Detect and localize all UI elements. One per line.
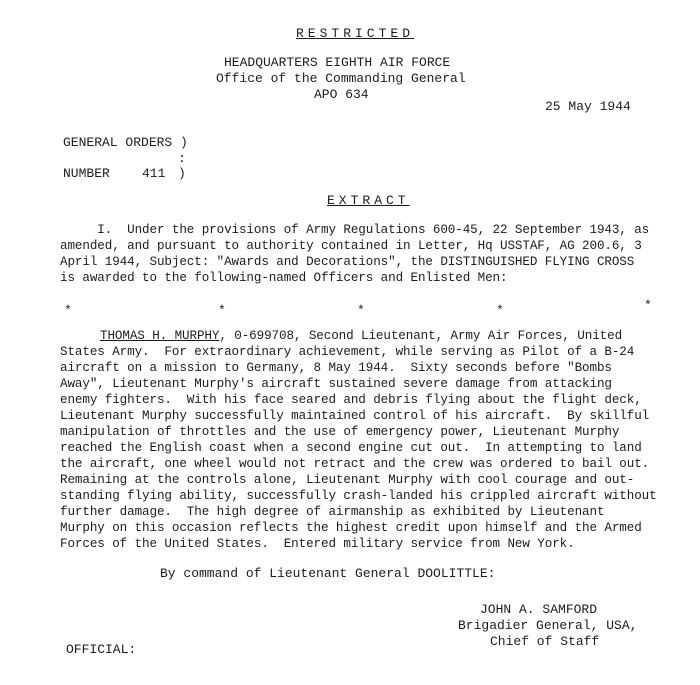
section-i-line: amended, and pursuant to authority contained in Letter, Hq USSTAF, AG 200.6, 3 [60, 239, 642, 253]
separator-star: * [64, 303, 72, 318]
citation-line: Away", Lieutenant Murphy's aircraft sustained severe damage from attacking [60, 377, 612, 391]
separator-star: * [496, 303, 504, 318]
apo-heading: APO 634 [314, 87, 369, 102]
classification-heading: RESTRICTED [296, 26, 415, 41]
number-label: NUMBER [63, 166, 110, 181]
citation-line: reached the English coast when a second engine cut out. In attempting to land [60, 441, 642, 455]
order-date: 25 May 1944 [545, 99, 631, 114]
number-value: 411 [142, 166, 166, 181]
citation-line: standing flying ability, successfully crash-landed his crippled aircraft without [60, 489, 657, 503]
citation-line: Remaining at the controls alone, Lieutenant Murphy with cool courage and out- [60, 473, 635, 487]
citation-line: Murphy on this occasion reflects the highest credit upon himself and the Armed [60, 521, 642, 535]
separator-star: * [218, 303, 226, 318]
office-heading: Office of the Commanding General [216, 71, 466, 86]
citation-line: , 0-699708, Second Lieutenant, Army Air Forces, United [219, 329, 623, 343]
citation-first-line [100, 329, 622, 343]
citation-line: further damage. The high degree of airmanship as exhibited by Lieutenant [60, 505, 605, 519]
number-paren: ) [178, 166, 186, 181]
separator-star: * [644, 298, 652, 313]
signature-rank: Brigadier General, USA, [458, 618, 638, 633]
citation-line: Forces of the United States. Entered military service from New York. [60, 537, 575, 551]
hq-heading: HEADQUARTERS EIGHTH AIR FORCE [224, 55, 451, 70]
section-i-line: April 1944, Subject: "Awards and Decorations", the DISTINGUISHED FLYING CROSS [60, 255, 635, 269]
signature-name: JOHN A. SAMFORD [480, 602, 598, 617]
command-line: By command of Lieutenant General DOOLITTLE: [160, 566, 496, 581]
citation-line: Lieutenant Murphy successfully maintained control of his aircraft. By skillful [60, 409, 650, 423]
general-orders-label: GENERAL ORDERS ) [63, 135, 188, 150]
citation-line: aircraft on a mission to Germany, 8 May 1944. Sixty seconds before "Bombs [60, 361, 612, 375]
extract-title: EXTRACT [327, 193, 410, 208]
signature-title: Chief of Staff [490, 634, 600, 649]
citation-line: the aircraft, one wheel would not retract and the crew was ordered to bail out. [60, 457, 650, 471]
citation-line: States Army. For extraordinary achievement, while serving as Pilot of a B-24 [60, 345, 635, 359]
orders-colon: : [178, 151, 186, 166]
separator-star: * [357, 303, 365, 318]
section-i-line: is awarded to the following-named Officers and Enlisted Men: [60, 271, 508, 285]
section-i-line: I. Under the provisions of Army Regulations 600-45, 22 September 1943, as [60, 223, 650, 237]
official-label: OFFICIAL: [66, 642, 137, 657]
recipient-name: THOMAS H. MURPHY [100, 329, 220, 343]
citation-line: manipulation of throttles and the use of emergency power, Lieutenant Murphy [60, 425, 620, 439]
citation-line: enemy fighters. With his face seared and debris flying about the flight deck, [60, 393, 642, 407]
